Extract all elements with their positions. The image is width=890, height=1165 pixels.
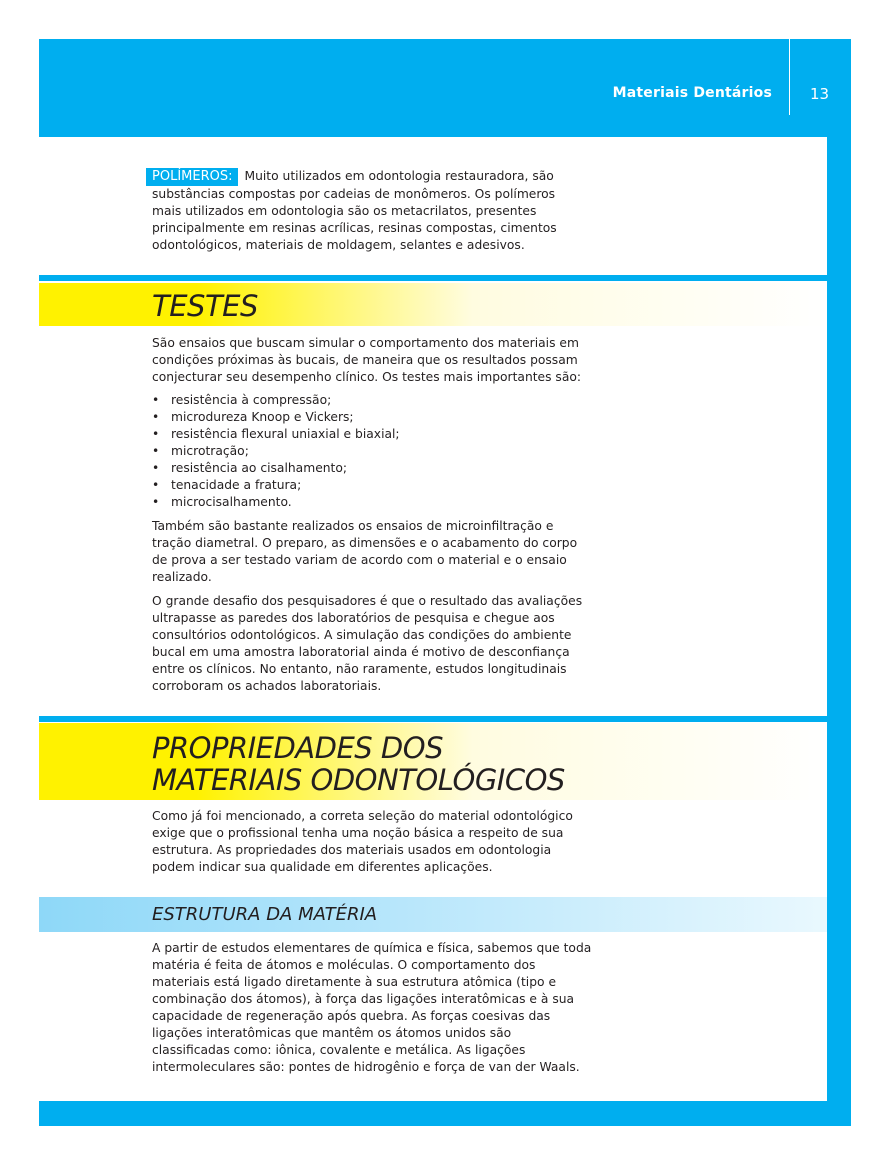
list-item: • tenacidade a fratura;: [152, 477, 587, 494]
list-item: • microtração;: [152, 443, 587, 460]
list-item: • resistência flexural uniaxial e biaxial;: [152, 426, 587, 443]
list-item: • resistência ao cisalhamento;: [152, 460, 587, 477]
testes-title: TESTES: [152, 289, 258, 323]
page-number: 13: [810, 85, 830, 103]
propriedades-text: Como já foi mencionado, a correta seleção do material odontológico exige que o profissional tenha uma noção básica a respeito de sua estrutura. As propriedades dos materiais usados em odontologia podem indicar sua qualidade em diferentes aplicações.: [152, 809, 573, 874]
footer-bar: [39, 1101, 851, 1126]
propriedades-title-line: PROPRIEDADES DOS: [152, 731, 443, 765]
polimeros-tag: POLÍMEROS:: [146, 168, 238, 186]
page-edge-right: [827, 39, 851, 1126]
running-header-title: Materiais Dentários: [612, 85, 772, 101]
estrutura-text: A partir de estudos elementares de química e física, sabemos que toda matéria é feita de átomos e moléculas. O comportamento dos materiais está ligado diretamente à sua estrutura atômica (tipo e combinação dos átomos), à força das ligações interatômicas e à sua capacidade de regeneração após quebra. As forças coesivas das ligações interatômicas que mantêm os átomos unidos são classificadas como: iônica, covalente e metálica. As ligações intermoleculares são: pontes de hidrogênio e força de van der Waals.: [152, 941, 592, 1074]
propriedades-title-line: MATERIAIS ODONTOLÓGICOS: [152, 763, 565, 797]
testes-intro: São ensaios que buscam simular o comportamento dos materiais em condições próximas às bucais, de maneira que os resultados possam conjecturar seu desempenho clínico. Os testes mais importantes são:: [152, 336, 582, 384]
polimeros-text: Muito utilizados em odontologia restauradora, são substâncias compostas por cadeias de monômeros. Os polímeros mais utilizados em odontologia são os metacrilatos, presentes principalmente em resinas acrílicas, resinas compostas, cimentos odontológicos, materiais de moldagem, selantes e adesivos.: [152, 169, 557, 252]
list-item: • resistência à compressão;: [152, 392, 587, 409]
estrutura-title: ESTRUTURA DA MATÉRIA: [152, 904, 378, 925]
testes-content: [152, 335, 587, 695]
testes-list: [152, 392, 587, 511]
testes-paragraph: O grande desafio dos pesquisadores é que o resultado das avaliações ultrapasse as paredes dos laboratórios de pesquisa e chegue aos consultórios odontológicos. A simulação das condições do ambiente bucal em uma amostra laboratorial ainda é motivo de desconfiança entre os clínicos. No entanto, não raramente, estudos longitudinais corroboram os achados laboratoriais.: [152, 594, 583, 693]
polimeros-box: [152, 168, 582, 254]
propriedades-title: [152, 732, 565, 796]
list-item: • microcisalhamento.: [152, 494, 587, 511]
list-item: • microdureza Knoop e Vickers;: [152, 409, 587, 426]
header-divider: [789, 39, 790, 115]
section-divider: [39, 716, 827, 722]
testes-paragraph: Também são bastante realizados os ensaios de microinfiltração e tração diametral. O preparo, as dimensões e o acabamento do corpo de prova a ser testado variam de acordo com o material e o ensaio realizado.: [152, 519, 578, 584]
section-divider: [39, 275, 827, 281]
